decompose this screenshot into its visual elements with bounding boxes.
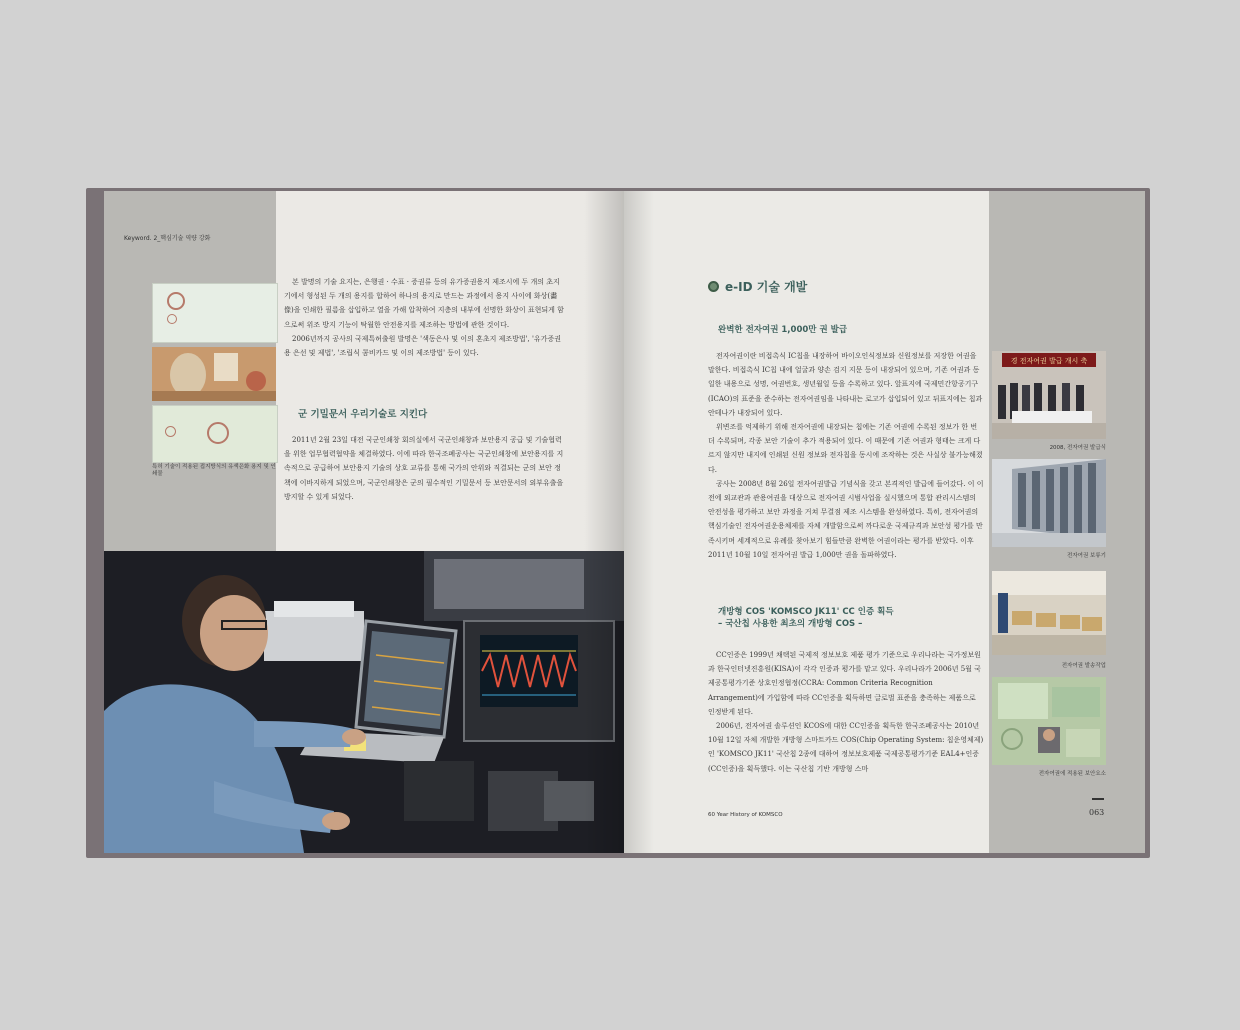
paragraph: 전자여권이란 비접촉식 IC칩을 내장하여 바이오인식정보와 신원정보를 저장한 여권을 말한다. 비접촉식 IC칩 내에 얼굴과 양손 검지 지문 등이 내장되어 있으며, 기존 여권과 동일한 내용으로 성명, 여권번호, 생년월일 등을 수록하고 있다. 앞표지에 국제민간항공기구(ICAO)의 표준을 준수하는 전자여권임을 나타내는 로고가 삽입되어 있고 뒤표지에는 칩과 안테나가 내장되어 있다. xyxy=(708,352,983,417)
bullet-icon xyxy=(708,281,719,292)
banknote-sample-3 xyxy=(152,405,278,463)
running-head: Keyword. 2_핵심기술 역량 강화 xyxy=(124,235,211,242)
left-body-text-2 xyxy=(284,433,564,504)
spine-shadow xyxy=(584,191,624,853)
page-number-rule xyxy=(1092,798,1104,800)
left-sidebar xyxy=(104,191,276,551)
paragraph: CC인증은 1999년 채택된 국제적 정보보호 제품 평가 기준으로 우리나라는 국가정보원과 한국인터넷진흥원(KISA)이 각각 인증과 평가를 맡고 있다. 우리나라가 2006년 5월 국제공통평가기준 상호인정협정(CCRA: Common Criteria Recognition Arrangement)에 가입함에 따라 CC인증을 획득하면 글로벌 표준을 충족하는 제품으로 인정받게 된다. xyxy=(708,651,981,716)
lab-photo-image xyxy=(104,551,624,853)
photo-caption: 전자여권에 적용된 보안요소 xyxy=(1038,771,1106,777)
shipping-photo xyxy=(992,571,1106,655)
photo-banner-text: 경 전자여권 발급 개시 축 xyxy=(1010,357,1088,365)
section-title xyxy=(708,278,807,295)
paragraph: 본 발명의 기술 요지는, 은행권 · 수표 · 증권류 등의 유가증권용지 제조시에 두 개의 초지기에서 형성된 두 개의 용지를 합하여 하나의 용지로 만드는 과정에서 용지 사이에 화상(畵像)을 인쇄한 필름을 삽입하고 열을 가해 압착하여 지층의 내부에 선명한 화상이 표현되게 함으로써 위조 방지 기능이 탁월한 안전용지를 제조하는 방법에 관한 것이다. xyxy=(284,278,564,329)
open-book xyxy=(86,188,1150,858)
ceremony-photo xyxy=(992,351,1106,439)
paragraph: 위변조를 억제하기 위해 전자여권에 내장되는 칩에는 기존 여권에 수록된 정보가 한 번 더 수록되며, 각종 보안 기술이 추가 적용되어 있다. 이 때문에 기존 여권과 형태는 크게 다르지 않지만 내지에 인쇄된 신원 정보와 전자칩을 동시에 조작하는 것은 사실상 불가능해졌다. xyxy=(708,423,983,474)
banknote-portrait-image xyxy=(152,347,276,401)
section-title-text: e-ID 기술 개발 xyxy=(725,280,808,294)
photo-caption: 2008, 전자여권 발급식 xyxy=(1049,445,1106,451)
banknote-sample-1 xyxy=(152,283,278,343)
seal-icon xyxy=(167,314,177,324)
shipping-photo-image xyxy=(992,571,1106,655)
seal-icon xyxy=(165,426,176,437)
seal-icon xyxy=(167,292,185,310)
right-subheading-1: 완벽한 전자여권 1,000만 권 발급 xyxy=(718,325,848,335)
subheading-line: – 국산칩 사용한 최초의 개방형 COS – xyxy=(718,619,863,629)
left-subheading: 군 기밀문서 우리기술로 지킨다 xyxy=(298,409,428,420)
page-number: 063 xyxy=(1089,808,1105,817)
left-page xyxy=(104,191,624,853)
paragraph: 2006년까지 공사의 국제특허출원 발명은 '색동은사 및 이의 혼초지 제조방법', '유가증권용 은선 및 제법', '조립식 콤비카드 및 이의 제조방법' 등이 있다. xyxy=(284,334,561,358)
paragraph: 2006년, 전자여권 솔루션인 KCOS에 대한 CC인증을 획득한 한국조폐공사는 2010년 10월 12일 자체 개발한 개방형 스마트카드 COS(Chip Operating System: 칩운영체제)인 'KOMSCO JK11' 국산칩 2종에 대하여 정보보호제품 국제공통평가기준 EAL4+인증(CC인증)을 획득했다. 이는 국산칩 기반 개방형 스마 xyxy=(708,722,984,773)
photo-caption: 전자여권 보류기 xyxy=(1067,553,1106,559)
lab-photo xyxy=(104,551,624,853)
right-page xyxy=(624,191,1145,853)
passport-security-image xyxy=(992,677,1106,765)
subheading-line: 개방형 COS 'KOMSCO JK11' CC 인증 획득 xyxy=(718,607,894,617)
ceremony-photo-image xyxy=(992,351,1106,439)
right-subheading-2 xyxy=(718,606,894,630)
passport-security-photo xyxy=(992,677,1106,765)
seal-icon xyxy=(207,422,229,444)
banknote-sample-2 xyxy=(152,347,276,401)
spine-shadow xyxy=(624,191,654,853)
production-line-photo xyxy=(992,459,1106,547)
page-footer: 60 Year History of KOMSCO xyxy=(708,812,783,818)
paragraph: 2011년 2월 23일 대전 국군인쇄창 회의실에서 국군인쇄창과 보안용지 공급 및 기술협력을 위한 업무협력협약을 체결하였다. 이에 따라 한국조폐공사는 국군인쇄창에 보안용지를 지속적으로 공급하여 보안용지 기술의 상호 교류를 통해 국가의 안위와 직결되는 군의 보안 정책에 이바지하게 되었으며, 국군인쇄창은 군의 필수적인 기밀문서 등 보안문서의 외부유출을 방지할 수 있게 되었다. xyxy=(284,436,564,501)
right-body-text-2 xyxy=(708,648,984,776)
banknote-samples xyxy=(152,283,276,467)
photo-caption: 전자여권 발송작업 xyxy=(1061,663,1106,669)
production-line-image xyxy=(992,459,1106,547)
right-body-text xyxy=(708,349,984,562)
left-body-text xyxy=(284,275,564,360)
paragraph: 공사는 2008년 8월 26일 전자여권발급 기념식을 갖고 본격적인 발급에 들어갔다. 이 이전에 외교관과 관용여권을 대상으로 전자여권 시범사업을 실시했으며 통합 관리시스템의 안전성을 평가하고 보안 과정을 거쳐 무결점 제조 시스템을 완성하였다. 특히, 전자여권의 핵심기술인 전자여권운용체제를 자체 개발함으로써 까다로운 국제규격과 보안성 평가를 만족시키며 세계적으로 유례를 찾아보기 힘들만큼 완벽한 여권이라는 평가를 받았다. 이후 2011년 10월 10일 전자여권 발급 1,000만 권을 돌파하였다. xyxy=(708,479,984,559)
note-caption: 특허 기술이 적용된 접지방식의 유색은화 용지 및 인쇄물 xyxy=(152,464,276,477)
